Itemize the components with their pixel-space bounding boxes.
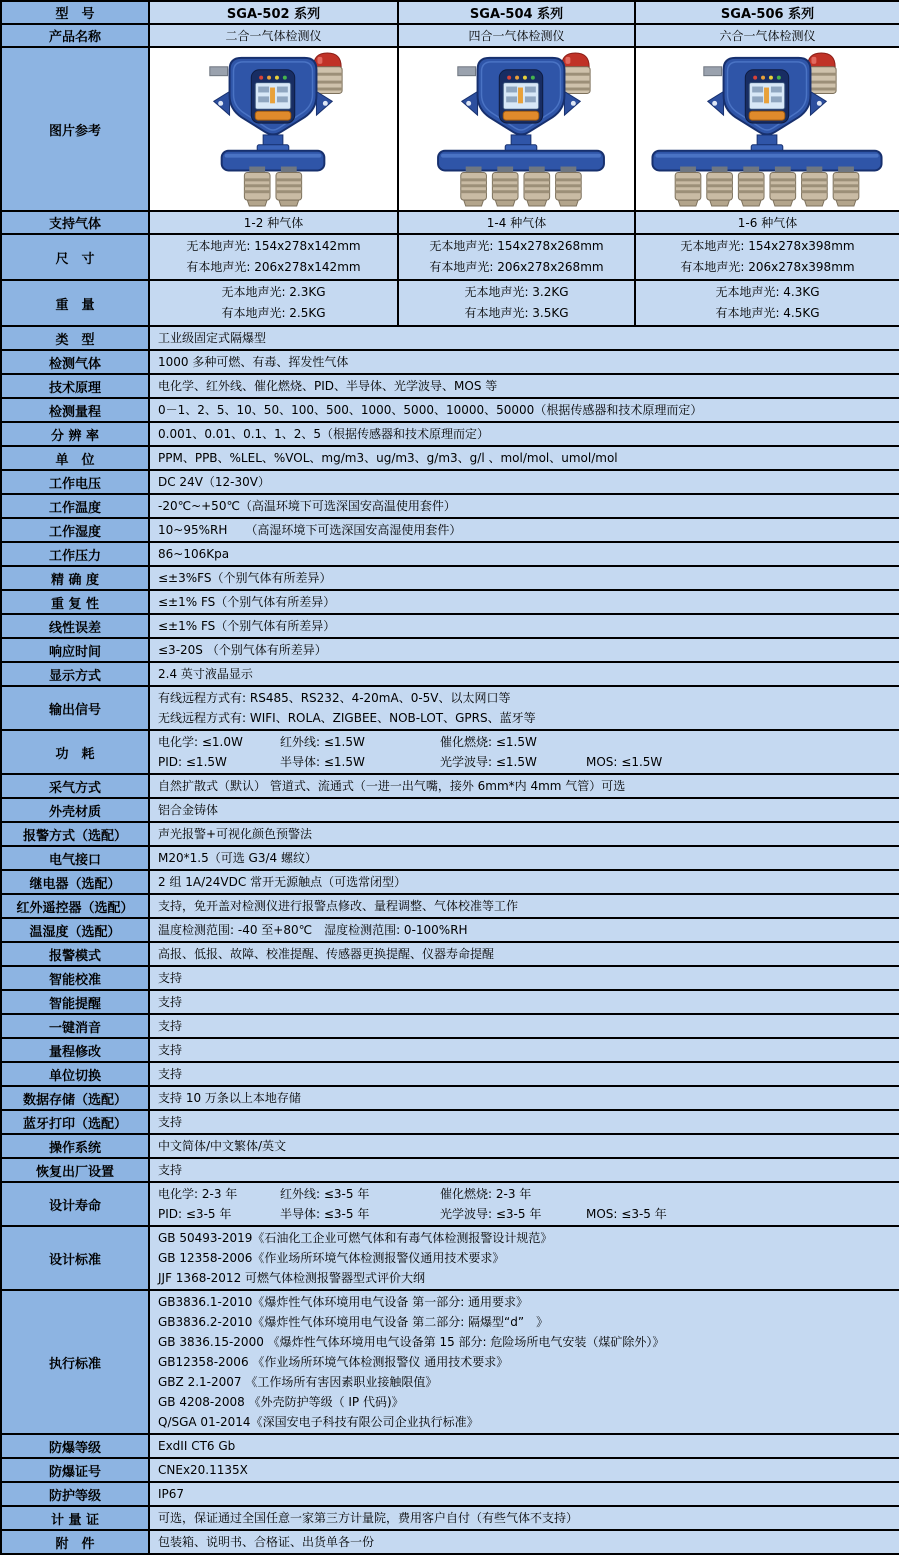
spec-value-cell [149, 1038, 899, 1062]
dimension-cell-line: 无本地声光: 154x278x268mm [429, 239, 604, 253]
sensor-cylinder [244, 167, 270, 207]
product-name-cell: 四合一气体检测仪 [398, 24, 635, 47]
product-image-cell [149, 47, 398, 211]
spec-value-line: 0－1、2、5、10、50、100、500、1000、5000、10000、50000（根据传感器和技术原理而定） [158, 403, 703, 417]
model-name-cell: SGA-502 系列 [149, 1, 398, 24]
spec-label: 工作压力 [1, 542, 149, 566]
spec-label: 电气接口 [1, 846, 149, 870]
spec-value-cell [149, 798, 899, 822]
spec-value-line: GB 12358-2006《作业场所环境气体检测报警仪通用技术要求》 [158, 1251, 505, 1265]
table-row [1, 566, 899, 590]
sensor-cylinder [770, 167, 796, 207]
spec-value-cell [149, 846, 899, 870]
spec-value-cell [149, 350, 899, 374]
keypad [749, 111, 785, 120]
spec-value-cell [149, 614, 899, 638]
spec-value-segment: PID: ≤3-5 年 [158, 1207, 232, 1221]
spec-value-line: 支持 [158, 1163, 183, 1177]
table-row [1, 918, 899, 942]
spec-value-cell [149, 1134, 899, 1158]
table-row [1, 774, 899, 798]
spec-label: 单 位 [1, 446, 149, 470]
detector-head [478, 58, 565, 135]
spec-value-cell [149, 326, 899, 350]
dimension-cell-line: 有本地声光: 206x278x398mm [680, 260, 855, 274]
table-row [1, 1226, 899, 1290]
spec-value-cell [149, 446, 899, 470]
spec-value-segment: MOS: ≤1.5W [586, 755, 663, 769]
spec-value-line: -20℃~+50℃（高温环境下可选深国安高温使用套件） [158, 499, 456, 513]
spec-value-line: JJF 1368-2012 可燃气体检测报警器型式评价大纲 [158, 1271, 426, 1285]
table-row [1, 1482, 899, 1506]
spec-value-line: 支持 [158, 1115, 183, 1129]
spec-value-line: 无线远程方式有: WIFI、ROLA、ZIGBEE、NOB-LOT、GPRS、蓝牙等 [158, 711, 536, 725]
spec-value-line: 10~95%RH （高湿环境下可选深国安高湿使用套件） [158, 523, 462, 537]
spec-value-segment: PID: ≤1.5W [158, 755, 227, 769]
spec-value-line: 支持 [158, 971, 183, 985]
spec-label: 防护等级 [1, 1482, 149, 1506]
table-row [1, 24, 899, 47]
detector-head [230, 58, 317, 135]
spec-label: 智能校准 [1, 966, 149, 990]
table-row [1, 1290, 899, 1434]
spec-value-cell [149, 1110, 899, 1134]
spec-table-body [1, 1, 899, 1554]
weight-cell-line: 有本地声光: 2.5KG [221, 306, 326, 320]
spec-value-line: PPM、PPB、%LEL、%VOL、mg/m3、ug/m3、g/m3、g/l 、mol/mol、umol/mol [158, 451, 618, 465]
weight-cell [398, 280, 635, 326]
spec-value-cell [149, 1290, 899, 1434]
spec-value-segment: 光学波导: ≤1.5W [440, 755, 537, 769]
dimension-cell-line: 无本地声光: 154x278x142mm [186, 239, 361, 253]
spec-value-line [158, 732, 891, 752]
spec-value-line: 有线远程方式有: RS485、RS232、4-20mA、0-5V、以太网口等 [158, 691, 511, 705]
spec-label: 恢复出厂设置 [1, 1158, 149, 1182]
spec-value-line: 温度检测范围: -40 至+80℃ 湿度检测范围: 0-100%RH [158, 923, 468, 937]
table-row [1, 870, 899, 894]
weight-cell [149, 280, 398, 326]
weight-cell-line: 无本地声光: 4.3KG [715, 285, 820, 299]
spec-value-line: GB 50493-2019《石油化工企业可燃气体和有毒气体检测报警设计规范》 [158, 1231, 553, 1245]
spec-value-cell [149, 398, 899, 422]
gas-detector-image [151, 50, 396, 208]
spec-value-line: GBZ 2.1-2007 《工作场所有害因素职业接触限值》 [158, 1375, 438, 1389]
sensor-cylinder [556, 167, 582, 207]
spec-value-cell [149, 494, 899, 518]
spec-value-line: ≤±1% FS（个别气体有所差异） [158, 595, 336, 609]
dimension-cell [635, 234, 899, 280]
spec-value-cell [149, 894, 899, 918]
spec-label: 蓝牙打印（选配） [1, 1110, 149, 1134]
spec-value-line: 1000 多种可燃、有毒、挥发性气体 [158, 355, 349, 369]
table-row [1, 894, 899, 918]
spec-label: 显示方式 [1, 662, 149, 686]
spec-label: 支持气体 [1, 211, 149, 234]
spec-value-line: GB3836.2-2010《爆炸性气体环境用电气设备 第二部分: 隔爆型“d” 》 [158, 1315, 549, 1329]
spec-label: 温湿度（选配） [1, 918, 149, 942]
model-name-cell: SGA-504 系列 [398, 1, 635, 24]
table-row [1, 1, 899, 24]
spec-value-cell [149, 1014, 899, 1038]
table-row [1, 326, 899, 350]
spec-value-line: 支持 [158, 1043, 183, 1057]
spec-label: 工作温度 [1, 494, 149, 518]
table-row [1, 942, 899, 966]
spec-label: 一键消音 [1, 1014, 149, 1038]
spec-value-cell [149, 1226, 899, 1290]
spec-value-line: 铝合金铸体 [158, 803, 219, 817]
dimension-cell-line: 有本地声光: 206x278x142mm [186, 260, 361, 274]
table-row [1, 638, 899, 662]
model-name-cell: SGA-506 系列 [635, 1, 899, 24]
spec-value-cell [149, 822, 899, 846]
table-row [1, 730, 899, 774]
spec-label: 检测量程 [1, 398, 149, 422]
table-row [1, 350, 899, 374]
spec-value-cell [149, 1458, 899, 1482]
sensor-manifold [222, 151, 325, 171]
spec-value-line: 自然扩散式（默认） 管道式、流通式（一进一出气嘴，接外 6mm*内 4mm 气管）可选 [158, 779, 626, 793]
gas-detector-image [399, 50, 635, 208]
spec-value-cell [149, 686, 899, 730]
spec-value-line: ≤3-20S （个别气体有所差异） [158, 643, 327, 657]
spec-value-line [158, 1204, 891, 1224]
spec-value-cell [149, 590, 899, 614]
table-row [1, 374, 899, 398]
spec-value-cell [149, 1530, 899, 1554]
spec-value-cell [149, 774, 899, 798]
spec-value-cell [149, 470, 899, 494]
spec-value-line: ≤±3%FS（个别气体有所差异） [158, 571, 332, 585]
spec-value-cell [149, 566, 899, 590]
table-row [1, 846, 899, 870]
spec-value-cell [149, 1182, 899, 1226]
table-row [1, 1110, 899, 1134]
spec-value-cell [149, 966, 899, 990]
spec-value-cell [149, 1062, 899, 1086]
table-row [1, 211, 899, 234]
spec-label: 输出信号 [1, 686, 149, 730]
spec-label: 工作湿度 [1, 518, 149, 542]
spec-label: 设计寿命 [1, 1182, 149, 1226]
spec-value-line: 支持，免开盖对检测仪进行报警点修改、量程调整、气体校准等工作 [158, 899, 519, 913]
table-row [1, 1038, 899, 1062]
spec-value-line: ExdII CT6 Gb [158, 1439, 236, 1453]
spec-label: 继电器（选配） [1, 870, 149, 894]
spec-value-line: 支持 [158, 995, 183, 1009]
spec-value-line: 0.001、0.01、0.1、1、2、5（根据传感器和技术原理而定） [158, 427, 490, 441]
product-image-cell [398, 47, 635, 211]
weight-cell-line: 无本地声光: 2.3KG [221, 285, 326, 299]
spec-value-line [158, 752, 891, 772]
keypad [255, 111, 291, 120]
spec-label: 技术原理 [1, 374, 149, 398]
spec-label: 附 件 [1, 1530, 149, 1554]
table-row [1, 662, 899, 686]
spec-value-cell [149, 662, 899, 686]
table-row [1, 1434, 899, 1458]
spec-value-line: GB 3836.15-2000 《爆炸性气体环境用电气设备第 15 部分: 危险场所电气安装（煤矿除外）》 [158, 1335, 665, 1349]
spec-label: 报警模式 [1, 942, 149, 966]
sensor-manifold [438, 151, 604, 171]
spec-value-line: DC 24V（12-30V） [158, 475, 270, 489]
spec-label: 外壳材质 [1, 798, 149, 822]
table-row [1, 470, 899, 494]
gas-detector-image [645, 50, 890, 208]
spec-value-cell [149, 422, 899, 446]
spec-label: 重 复 性 [1, 590, 149, 614]
sensor-cylinder [738, 167, 764, 207]
sensor-cylinder [707, 167, 733, 207]
spec-label: 图片参考 [1, 47, 149, 211]
spec-label: 设计标准 [1, 1226, 149, 1290]
spec-value-segment: 催化燃烧: ≤1.5W [440, 735, 537, 749]
spec-label: 红外遥控器（选配） [1, 894, 149, 918]
spec-label: 执行标准 [1, 1290, 149, 1434]
spec-value-line: 支持 [158, 1067, 183, 1081]
sensor-cylinder [524, 167, 550, 207]
spec-value-line: 包装箱、说明书、合格证、出货单各一份 [158, 1535, 375, 1549]
product-name-cell: 二合一气体检测仪 [149, 24, 398, 47]
spec-value-cell [149, 730, 899, 774]
gas-count-cell: 1-4 种气体 [398, 211, 635, 234]
dimension-cell-line: 无本地声光: 154x278x398mm [680, 239, 855, 253]
spec-value-line: 2 组 1A/24VDC 常开无源触点（可选常闭型） [158, 875, 407, 889]
spec-value-cell [149, 374, 899, 398]
spec-value-line: ≤±1% FS（个别气体有所差异） [158, 619, 336, 633]
sensor-cylinder [461, 167, 487, 207]
spec-label: 类 型 [1, 326, 149, 350]
spec-value-line: 中文简体/中文繁体/英文 [158, 1139, 287, 1153]
spec-value-line: 电化学、红外线、催化燃烧、PID、半导体、光学波导、MOS 等 [158, 379, 498, 393]
spec-value-cell [149, 918, 899, 942]
dimension-cell [149, 234, 398, 280]
sensor-cylinder [833, 167, 859, 207]
spec-value-line: 支持 10 万条以上本地存储 [158, 1091, 301, 1105]
spec-label: 操作系统 [1, 1134, 149, 1158]
weight-cell-line: 有本地声光: 3.5KG [464, 306, 569, 320]
spec-value-segment: 催化燃烧: 2-3 年 [440, 1187, 532, 1201]
spec-value-line: 2.4 英寸液晶显示 [158, 667, 253, 681]
spec-label: 型 号 [1, 1, 149, 24]
table-row [1, 542, 899, 566]
spec-value-cell [149, 990, 899, 1014]
table-row [1, 1014, 899, 1038]
spec-value-line: 工业级固定式隔爆型 [158, 331, 267, 345]
keypad [503, 111, 539, 120]
spec-value-line: Q/SGA 01-2014《深国安电子科技有限公司企业执行标准》 [158, 1415, 479, 1429]
product-image-cell [635, 47, 899, 211]
spec-value-segment: 半导体: ≤1.5W [280, 755, 365, 769]
spec-label: 重 量 [1, 280, 149, 326]
gas-count-cell: 1-2 种气体 [149, 211, 398, 234]
spec-label: 报警方式（选配） [1, 822, 149, 846]
table-row [1, 1458, 899, 1482]
spec-value-segment: 电化学: ≤1.0W [158, 735, 243, 749]
table-row [1, 422, 899, 446]
spec-value-segment: 红外线: ≤3-5 年 [280, 1187, 370, 1201]
table-row [1, 966, 899, 990]
spec-value-line: 声光报警+可视化颜色预警法 [158, 827, 313, 841]
table-row [1, 1062, 899, 1086]
spec-label: 防爆等级 [1, 1434, 149, 1458]
spec-label: 检测气体 [1, 350, 149, 374]
table-row [1, 280, 899, 326]
spec-value-line: IP67 [158, 1487, 185, 1501]
table-row [1, 518, 899, 542]
table-row [1, 446, 899, 470]
sensor-cylinder [492, 167, 518, 207]
table-row [1, 686, 899, 730]
weight-cell-line: 无本地声光: 3.2KG [464, 285, 569, 299]
table-row [1, 590, 899, 614]
spec-label: 响应时间 [1, 638, 149, 662]
spec-value-cell [149, 1158, 899, 1182]
spec-value-segment: 电化学: 2-3 年 [158, 1187, 238, 1201]
spec-value-line: GB 4208-2008 《外壳防护等级（ IP 代码)》 [158, 1395, 404, 1409]
table-row [1, 822, 899, 846]
spec-label: 线性误差 [1, 614, 149, 638]
dimension-cell-line: 有本地声光: 206x278x268mm [429, 260, 604, 274]
spec-label: 防爆证号 [1, 1458, 149, 1482]
spec-value-line: 高报、低报、故障、校准提醒、传感器更换提醒、仪器寿命提醒 [158, 947, 495, 961]
table-row [1, 1530, 899, 1554]
table-row [1, 1134, 899, 1158]
spec-value-cell [149, 870, 899, 894]
spec-label: 精 确 度 [1, 566, 149, 590]
spec-value-cell [149, 1506, 899, 1530]
table-row [1, 1506, 899, 1530]
spec-label: 分 辨 率 [1, 422, 149, 446]
product-name-cell: 六合一气体检测仪 [635, 24, 899, 47]
table-row [1, 1182, 899, 1226]
table-row [1, 398, 899, 422]
sensor-cylinder [276, 167, 302, 207]
dimension-cell [398, 234, 635, 280]
table-row [1, 234, 899, 280]
spec-value-line: 可选，保证通过全国任意一家第三方计量院，费用客户自付（有些气体不支持） [158, 1511, 579, 1525]
spec-value-line: GB3836.1-2010《爆炸性气体环境用电气设备 第一部分: 通用要求》 [158, 1295, 529, 1309]
table-row [1, 47, 899, 211]
pipe-fitting-icon [210, 67, 228, 76]
weight-cell [635, 280, 899, 326]
spec-value-cell [149, 542, 899, 566]
pipe-fitting-icon [704, 67, 722, 76]
table-row [1, 990, 899, 1014]
spec-value-cell [149, 942, 899, 966]
table-row [1, 614, 899, 638]
table-row [1, 494, 899, 518]
table-row [1, 798, 899, 822]
spec-value-line: 支持 [158, 1019, 183, 1033]
spec-value-cell [149, 518, 899, 542]
spec-label: 功 耗 [1, 730, 149, 774]
spec-label: 智能提醒 [1, 990, 149, 1014]
spec-label: 工作电压 [1, 470, 149, 494]
spec-value-line: GB12358-2006 《作业场所环境气体检测报警仪 通用技术要求》 [158, 1355, 509, 1369]
spec-label: 数据存储（选配） [1, 1086, 149, 1110]
spec-value-line: 86~106Kpa [158, 547, 230, 561]
table-row [1, 1086, 899, 1110]
spec-label: 尺 寸 [1, 234, 149, 280]
spec-value-cell [149, 638, 899, 662]
weight-cell-line: 有本地声光: 4.5KG [715, 306, 820, 320]
spec-value-cell [149, 1482, 899, 1506]
spec-label: 采气方式 [1, 774, 149, 798]
spec-value-segment: 红外线: ≤1.5W [280, 735, 365, 749]
sensor-cylinder [675, 167, 701, 207]
sensor-cylinder [802, 167, 828, 207]
table-row [1, 1158, 899, 1182]
spec-label: 产品名称 [1, 24, 149, 47]
spec-value-cell [149, 1434, 899, 1458]
spec-value-segment: 半导体: ≤3-5 年 [280, 1207, 370, 1221]
spec-value-line: M20*1.5（可选 G3/4 螺纹） [158, 851, 317, 865]
gas-count-cell: 1-6 种气体 [635, 211, 899, 234]
spec-value-segment: 光学波导: ≤3-5 年 [440, 1207, 542, 1221]
spec-value-line [158, 1184, 891, 1204]
spec-label: 计 量 证 [1, 1506, 149, 1530]
spec-value-line: CNEx20.1135X [158, 1463, 248, 1477]
pipe-fitting-icon [458, 67, 476, 76]
spec-label: 单位切换 [1, 1062, 149, 1086]
detector-head [724, 58, 811, 135]
spec-value-cell [149, 1086, 899, 1110]
spec-value-segment: MOS: ≤3-5 年 [586, 1207, 667, 1221]
spec-label: 量程修改 [1, 1038, 149, 1062]
